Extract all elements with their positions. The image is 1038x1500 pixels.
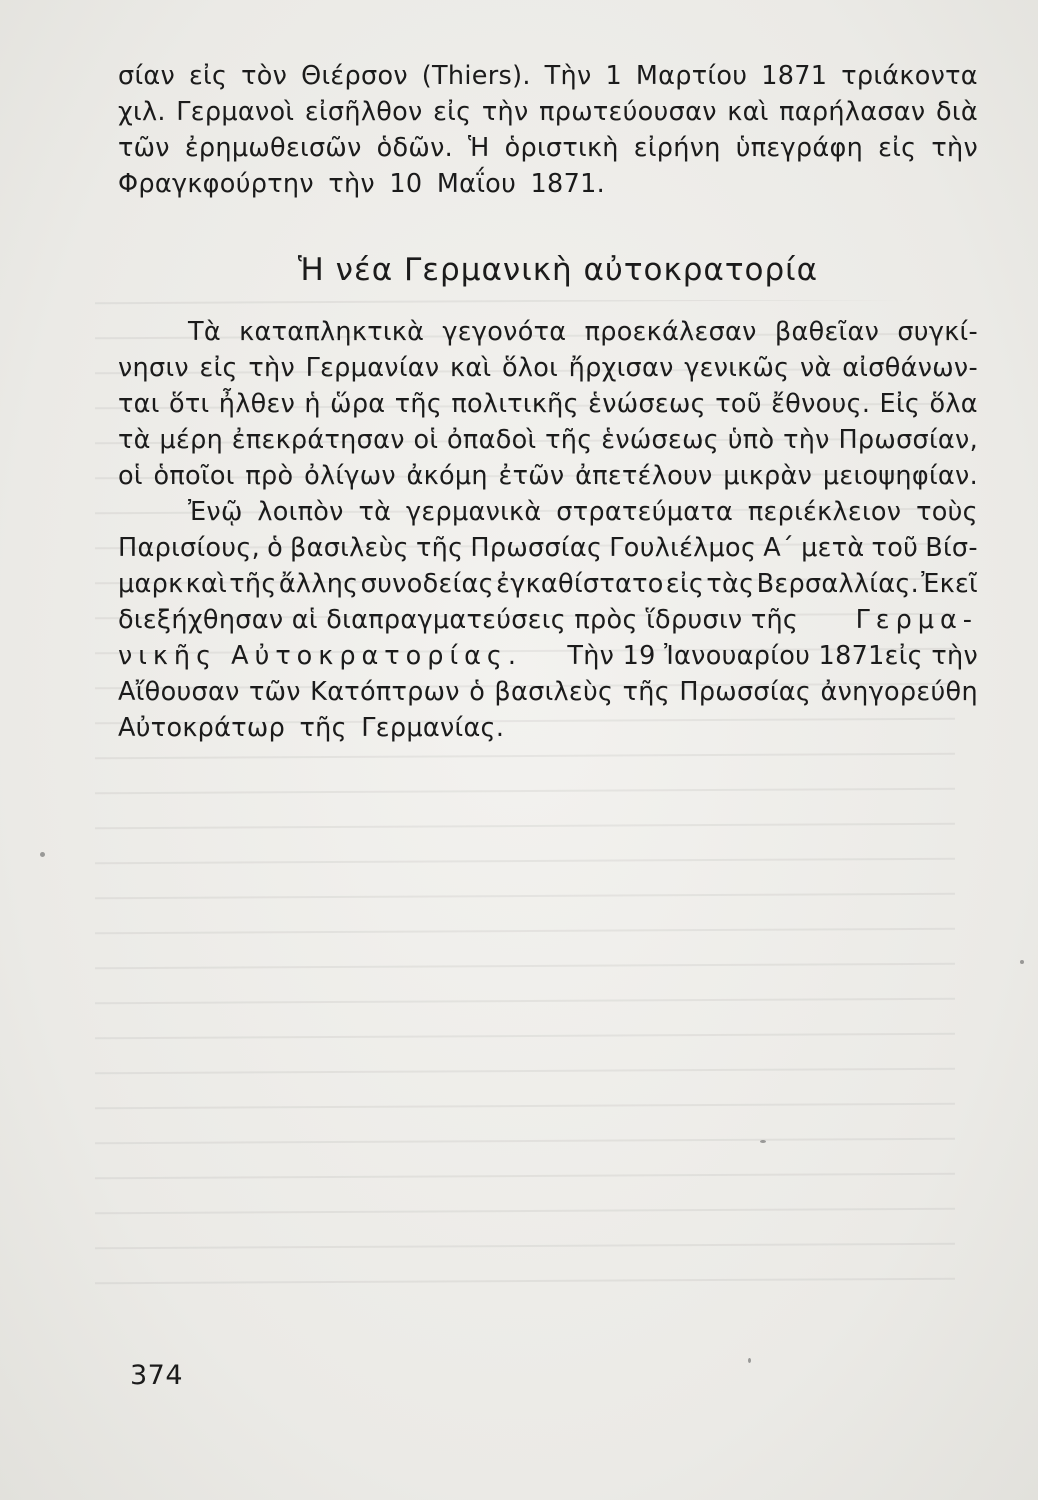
text-line-with-spaced-term — [118, 638, 978, 674]
text-line: σίαν εἰς τὸν Θιέρσον (Thiers). Τὴν 1 Μαρτίου 1871 τριάκοντα — [118, 61, 978, 91]
text-line: τὰ μέρη ἐπεκράτησαν οἱ ὀπαδοὶ τῆς ἑνώσεως ὑπὸ τὴν Πρωσσίαν, — [118, 425, 978, 455]
text-line-with-spaced-term — [118, 602, 978, 638]
text-line: νησιν εἰς τὴν Γερμανίαν καὶ ὅλοι ἤρχισαν γενικῶς νὰ αἰσθάνων- — [118, 353, 978, 383]
text-line: Παρισίους, ὁ βασιλεὺς τῆς Πρωσσίας Γουλιέλμος Α΄ μετὰ τοῦ Βίσ- — [118, 533, 978, 563]
print-speck — [1020, 960, 1024, 964]
section-heading: Ἡ νέα Γερμανικὴ αὐτοκρατορία — [297, 252, 819, 288]
page-number: 374 — [130, 1360, 184, 1391]
emphasized-term: Γερμα- — [855, 605, 978, 635]
text-line: ται ὅτι ἦλθεν ἡ ὥρα τῆς πολιτικῆς ἑνώσεως τοῦ ἔθνους. Εἰς ὅλα — [118, 389, 978, 419]
text-line: μαρκ καὶ τῆς ἄλλης συνοδείας ἐγκαθίστατο εἰς τὰς Βερσαλλίας. Ἐκεῖ — [118, 569, 978, 599]
text-line: Φραγκφούρτην τὴν 10 Μαΐου 1871. — [118, 169, 606, 199]
body-text — [118, 58, 978, 746]
text-segment: διεξήχθησαν αἱ διαπραγματεύσεις πρὸς ἵδρυσιν τῆς — [118, 605, 799, 635]
text-line: Ἐνῷ λοιπὸν τὰ γερμανικὰ στρατεύματα περιέκλειον τοὺς — [188, 497, 978, 527]
text-segment: Τὴν 19 Ἰανουαρίου 1871εἰς τὴν — [567, 641, 978, 671]
text-line: Αἴθουσαν τῶν Κατόπτρων ὁ βασιλεὺς τῆς Πρωσσίας ἀνηγορεύθη — [118, 677, 978, 707]
print-speck — [760, 1140, 766, 1143]
print-speck — [40, 852, 45, 857]
text-line: Αὐτοκράτωρ τῆς Γερμανίας. — [118, 713, 505, 743]
text-line: χιλ. Γερμανοὶ εἰσῆλθον εἰς τὴν πρωτεύουσαν καὶ παρήλασαν διὰ — [118, 97, 978, 127]
print-speck — [748, 1358, 751, 1363]
text-line: Τὰ καταπληκτικὰ γεγονότα προεκάλεσαν βαθεῖαν συγκί- — [188, 317, 978, 347]
emphasized-term: νικῆς Αὐτοκρατορίας. — [118, 641, 522, 671]
text-line: οἱ ὁποῖοι πρὸ ὀλίγων ἀκόμη ἐτῶν ἀπετέλουν μικρὰν μειοψηφίαν. — [118, 461, 978, 491]
text-line: τῶν ἐρημωθεισῶν ὁδῶν. Ἡ ὁριστικὴ εἰρήνη ὑπεγράφη εἰς τὴν — [118, 133, 978, 163]
